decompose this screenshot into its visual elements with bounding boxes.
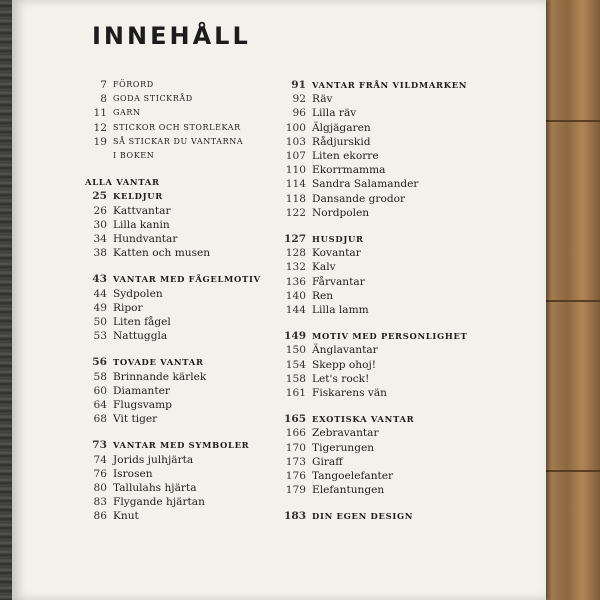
toc-page-number: 8 (100, 93, 107, 106)
toc-front-row (85, 135, 275, 149)
toc-entry: Flygande hjärtan (113, 496, 205, 509)
toc-page-number: 74 (93, 453, 107, 466)
toc-item-row (284, 483, 474, 497)
toc-entry: Ekorrmamma (312, 164, 386, 177)
toc-page-number: 56 (92, 356, 107, 369)
toc-item-row (85, 329, 275, 343)
toc-page-number: 49 (93, 301, 107, 314)
toc-front-row (85, 149, 275, 163)
toc-entry: Brinnande kärlek (113, 370, 207, 383)
toc-item-row (284, 246, 474, 260)
toc-entry: Jorids julhjärta (113, 453, 194, 466)
toc-item-row (284, 343, 474, 357)
toc-item-row (85, 287, 275, 301)
toc-item-row (85, 509, 275, 523)
toc-page-number: 43 (92, 273, 107, 286)
toc-page-number: 96 (292, 107, 306, 120)
toc-entry: Elefantungen (312, 484, 385, 497)
page-title: INNEHÅLL (92, 22, 251, 50)
toc-page-number: 68 (93, 413, 107, 426)
toc-page-number (85, 149, 107, 163)
toc-item-row (284, 441, 474, 455)
toc-item-row (284, 177, 474, 191)
toc-entry: Lilla lamm (312, 304, 369, 317)
toc-entry: Kovantar (312, 247, 361, 260)
toc-section-title: HUSDJUR (312, 234, 364, 245)
toc-item-row (85, 495, 275, 509)
toc-entry: Liten ekorre (312, 150, 379, 163)
toc-page-number: 12 (93, 121, 107, 134)
toc-item-row (85, 204, 275, 218)
toc-item-row (85, 301, 275, 315)
toc-entry: Ripor (113, 301, 143, 314)
toc-entry: GARN (113, 108, 141, 118)
toc-page-number: 58 (93, 370, 107, 383)
toc-page-number: 107 (285, 150, 306, 163)
toc-section-row (284, 78, 474, 92)
toc-entry: Tigerungen (312, 441, 375, 454)
toc-entry: Katten och musen (113, 247, 211, 260)
toc-item-row (284, 260, 474, 274)
book-page (12, 0, 546, 600)
toc-entry: GODA STICKRÅD (113, 94, 193, 104)
toc-page-number: 38 (93, 247, 107, 260)
toc-front-row (85, 106, 275, 120)
toc-entry: STICKOR OCH STORLEKAR (113, 122, 241, 132)
toc-item-row (284, 372, 474, 386)
toc-page-number: 44 (93, 287, 107, 300)
toc-entry: Lilla räv (312, 107, 357, 120)
toc-page-number: 86 (93, 510, 107, 523)
toc-entry: SÅ STICKAR DU VANTARNA (113, 136, 244, 146)
toc-entry: Dansande grodor (312, 192, 406, 205)
toc-entry: Knut (113, 510, 139, 523)
toc-entry: Nattuggla (113, 330, 168, 343)
toc-section-title: KELDJUR (113, 191, 163, 202)
toc-item-row (85, 467, 275, 481)
toc-section-title: VANTAR MED FÅGELMOTIV (113, 274, 261, 285)
toc-item-row (85, 370, 275, 384)
toc-section-row (85, 438, 275, 452)
toc-section-row (284, 412, 474, 426)
toc-page-number: 149 (284, 330, 307, 343)
toc-item-row (284, 386, 474, 400)
toc-page-number: 64 (93, 399, 107, 412)
toc-page-number: 100 (285, 121, 306, 134)
toc-item-row (284, 426, 474, 440)
toc-section-row (284, 329, 474, 343)
toc-section-title: EXOTISKA VANTAR (312, 414, 415, 425)
toc-item-row (284, 289, 474, 303)
toc-page-number: 144 (285, 304, 306, 317)
toc-item-row (284, 106, 474, 120)
toc-page-number: 118 (285, 192, 306, 205)
toc-entry: Lilla kanin (113, 218, 170, 231)
toc-page-number: 114 (285, 178, 306, 191)
toc-item-row (284, 303, 474, 317)
toc-entry: Ren (312, 289, 334, 302)
toc-entry: Diamanter (113, 384, 170, 397)
toc-right-column (284, 78, 474, 524)
toc-entry: Giraff (312, 455, 343, 468)
toc-page-number: 60 (93, 384, 107, 397)
toc-item-row (85, 315, 275, 329)
toc-item-row (284, 135, 474, 149)
toc-section-title: DIN EGEN DESIGN (312, 511, 414, 522)
toc-item-row (85, 398, 275, 412)
toc-page-number: 50 (93, 316, 107, 329)
toc-page-number: 103 (285, 135, 306, 148)
toc-entry: Änglavantar (312, 344, 378, 357)
toc-page-number: 154 (285, 358, 306, 371)
toc-page-number: 166 (285, 427, 306, 440)
toc-page-number: 127 (284, 233, 307, 246)
toc-entry: Älgjägaren (312, 121, 371, 134)
toc-page-number: 173 (285, 455, 306, 468)
toc-section-row (85, 272, 275, 286)
toc-item-row (85, 384, 275, 398)
toc-item-row (85, 218, 275, 232)
toc-page-number: 150 (285, 344, 306, 357)
toc-entry: Nordpolen (312, 206, 370, 219)
toc-item-row (284, 358, 474, 372)
toc-page-number: 132 (285, 261, 306, 274)
toc-item-row (85, 453, 275, 467)
toc-entry: FÖRORD (113, 80, 154, 89)
toc-page-number: 161 (285, 387, 306, 400)
toc-page-number: 140 (285, 289, 306, 302)
toc-page-number: 122 (285, 206, 306, 219)
toc-page-number: 176 (285, 470, 306, 483)
toc-page-number: 179 (285, 484, 306, 497)
toc-page-number: 136 (285, 275, 306, 288)
toc-page-number: 30 (93, 218, 107, 231)
toc-part-heading (85, 175, 275, 189)
toc-item-row (284, 121, 474, 135)
toc-item-row (85, 412, 275, 426)
toc-entry: Sandra Salamander (312, 178, 419, 191)
toc-entry: Flugsvamp (113, 399, 172, 412)
toc-page-number: 26 (93, 204, 107, 217)
toc-entry: Kattvantar (113, 204, 171, 217)
toc-entry: Rådjurskid (312, 135, 371, 148)
toc-entry: Skepp ohoj! (312, 358, 376, 371)
toc-item-row (284, 275, 474, 289)
toc-page-number: 165 (284, 413, 307, 426)
toc-page-number: 183 (284, 510, 307, 523)
toc-entry: Tallulahs hjärta (113, 482, 197, 495)
toc-page-number: 53 (93, 330, 107, 343)
toc-section-row (85, 189, 275, 203)
toc-page-number: 170 (285, 441, 306, 454)
toc-item-row (284, 206, 474, 220)
toc-entry: Zebravantar (312, 427, 379, 440)
toc-item-row (284, 469, 474, 483)
toc-entry: I BOKEN (113, 151, 155, 161)
toc-entry: Fårvantar (312, 275, 365, 288)
toc-section-title: VANTAR MED SYMBOLER (113, 440, 250, 451)
toc-page-number: 158 (285, 372, 306, 385)
wooden-floor (540, 0, 600, 600)
toc-page-number: 73 (92, 439, 107, 452)
toc-entry: Fiskarens vän (312, 387, 387, 400)
toc-section-row (284, 509, 474, 523)
toc-page-number: 110 (285, 164, 306, 177)
toc-page-number: 25 (92, 190, 107, 203)
toc-page-number: 83 (93, 496, 107, 509)
toc-page-number: 128 (285, 247, 306, 260)
toc-section-row (284, 232, 474, 246)
toc-section-row (85, 355, 275, 369)
toc-entry: Isrosen (113, 467, 153, 480)
toc-section-title: TOVADE VANTAR (113, 357, 204, 368)
toc-left-column (85, 78, 275, 524)
toc-entry: Vit tiger (113, 413, 158, 426)
toc-page-number: 34 (93, 233, 107, 246)
toc-front-row (85, 121, 275, 135)
toc-page-number: 7 (100, 79, 107, 91)
toc-item-row (85, 481, 275, 495)
toc-page-number: 91 (291, 79, 306, 91)
toc-entry: Räv (312, 93, 333, 106)
toc-entry: Sydpolen (113, 287, 163, 300)
toc-page-number: 19 (93, 135, 107, 148)
toc-page-number: 76 (93, 467, 107, 480)
toc-entry: Liten fågel (113, 316, 171, 329)
toc-item-row (85, 246, 275, 260)
alla-vantar-heading: ALLA VANTAR (85, 177, 160, 188)
toc-item-row (284, 92, 474, 106)
toc-entry: Let's rock! (312, 372, 370, 385)
toc-entry: Hundvantar (113, 233, 178, 246)
toc-item-row (284, 192, 474, 206)
toc-item-row (284, 455, 474, 469)
toc-item-row (85, 232, 275, 246)
toc-section-title: VANTAR FRÅN VILDMARKEN (312, 80, 468, 90)
toc-section-title: MOTIV MED PERSONLIGHET (312, 331, 468, 342)
toc-page-number: 11 (93, 107, 107, 120)
toc-page-number: 92 (292, 93, 306, 106)
toc-page-number: 80 (93, 482, 107, 495)
toc-entry: Kalv (312, 261, 336, 274)
toc-item-row (284, 163, 474, 177)
toc-item-row (284, 149, 474, 163)
toc-front-row (85, 92, 275, 106)
toc-front-row (85, 78, 275, 92)
toc-entry: Tangoelefanter (312, 470, 394, 483)
